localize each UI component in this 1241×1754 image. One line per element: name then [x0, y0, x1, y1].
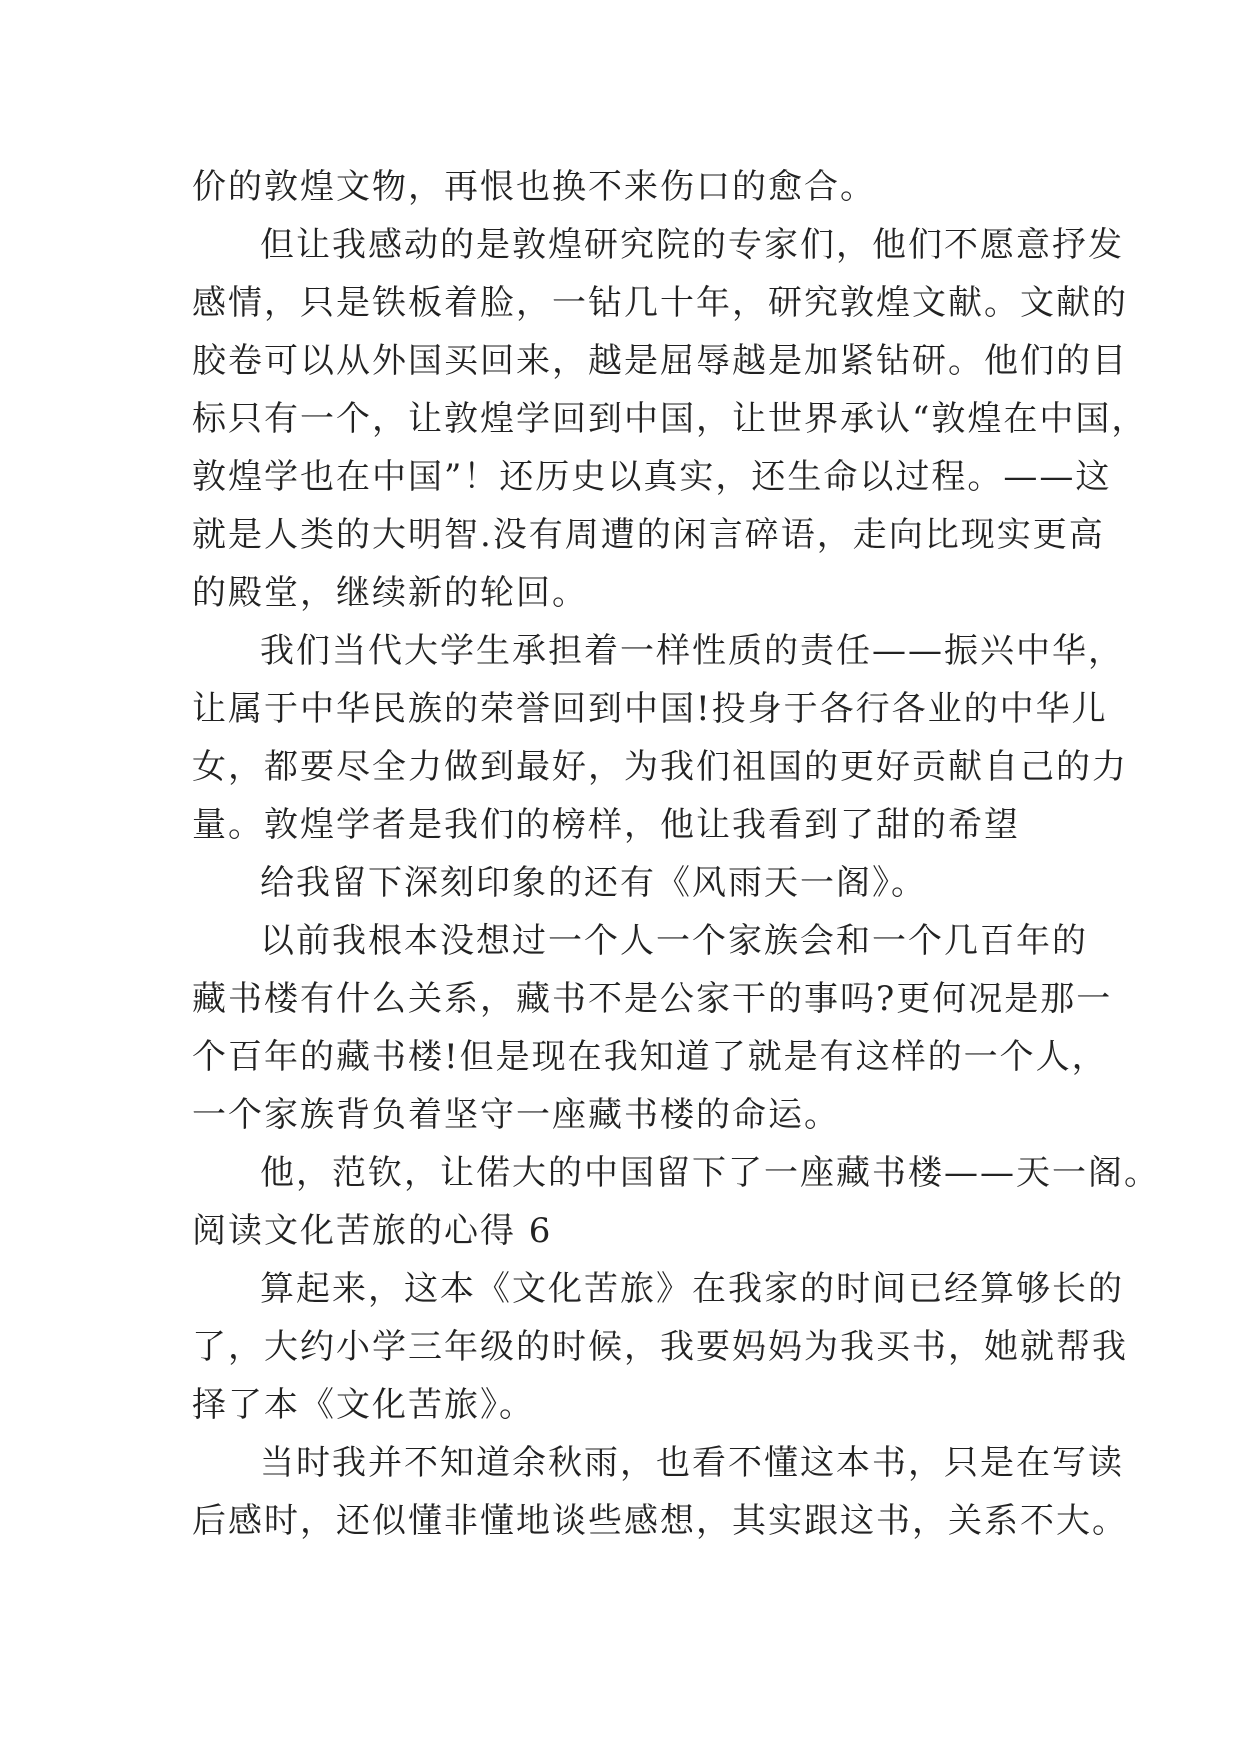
text-line: 价的敦煌文物，再恨也换不来伤口的愈合。 [192, 167, 876, 207]
text-line: 当时我并不知道余秋雨，也看不懂这本书，只是在写读 [260, 1443, 1124, 1483]
text-line: 一个家族背负着坚守一座藏书楼的命运。 [192, 1095, 840, 1135]
text-line: 后感时，还似懂非懂地谈些感想，其实跟这书，关系不大。 [192, 1501, 1128, 1541]
text-line: 敦煌学也在中国”！还历史以真实，还生命以过程。——这 [192, 457, 1112, 497]
body-text [192, 158, 1160, 1550]
text-line: 女，都要尽全力做到最好，为我们祖国的更好贡献自己的力 [192, 747, 1128, 787]
text-line: 就是人类的大明智.没有周遭的闲言碎语，走向比现实更高 [192, 515, 1105, 555]
text-line: 了，大约小学三年级的时候，我要妈妈为我买书，她就帮我 [192, 1327, 1128, 1367]
text-line: 但让我感动的是敦煌研究院的专家们，他们不愿意抒发 [260, 225, 1124, 265]
text-line: 藏书楼有什么关系，藏书不是公家干的事吗?更何况是那一 [192, 979, 1113, 1019]
text-line: 让属于中华民族的荣誉回到中国!投身于各行各业的中华儿 [192, 689, 1108, 729]
text-line: 标只有一个，让敦煌学回到中国，让世界承认“敦煌在中国， [192, 399, 1148, 439]
text-line: 量。敦煌学者是我们的榜样，他让我看到了甜的希望 [192, 805, 1020, 845]
text-line: 择了本《文化苦旅》。 [192, 1385, 535, 1425]
text-line: 算起来，这本《文化苦旅》在我家的时间已经算够长的 [260, 1269, 1124, 1309]
text-line: 我们当代大学生承担着一样性质的责任——振兴中华， [260, 631, 1124, 671]
text-line: 他，范钦，让偌大的中国留下了一座藏书楼——天一阁。 [260, 1153, 1160, 1193]
text-line: 感情，只是铁板着脸，一钻几十年，研究敦煌文献。文献的 [192, 283, 1128, 323]
text-line: 以前我根本没想过一个人一个家族会和一个几百年的 [260, 921, 1088, 961]
text-line: 的殿堂，继续新的轮回。 [192, 573, 588, 613]
text-line: 胶卷可以从外国买回来，越是屈辱越是加紧钻研。他们的目 [192, 341, 1128, 381]
text-line: 个百年的藏书楼!但是现在我知道了就是有这样的一个人， [192, 1037, 1108, 1077]
text-line: 阅读文化苦旅的心得 6 [192, 1211, 553, 1251]
text-line: 给我留下深刻印象的还有《风雨天一阁》。 [260, 863, 927, 903]
